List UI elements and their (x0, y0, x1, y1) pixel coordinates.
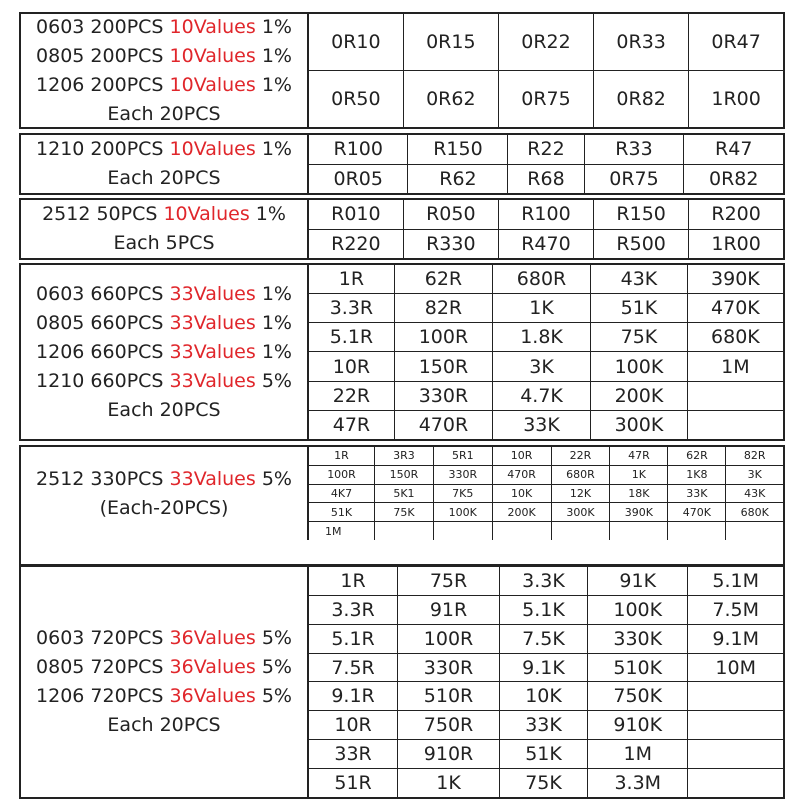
description-text: 5% (255, 467, 292, 490)
resistor-value-cell: 51K (309, 503, 375, 522)
resistor-value-cell: 47R (309, 410, 394, 439)
table-row (309, 447, 783, 465)
resistor-value-cell: 0R33 (594, 14, 689, 71)
table-row (309, 769, 783, 797)
resistor-value-cell (688, 682, 783, 711)
resistor-value-cell: 43K (591, 265, 688, 294)
table-row (309, 682, 783, 711)
resistor-value-cell: 33K (668, 484, 726, 503)
resistor-value-cell: 1K (492, 294, 590, 323)
resistor-value-cell: 0R62 (403, 71, 498, 128)
resistor-value-cell: R100 (309, 135, 408, 164)
resistor-value-cell: 43K (726, 484, 783, 503)
resistor-value-cell: R100 (498, 200, 593, 229)
resistor-value-cell: 22R (551, 447, 610, 465)
resistor-value-cell: 330R (394, 381, 492, 410)
description-text: 0603 720PCS (36, 627, 170, 649)
description-text: 1210 660PCS (36, 369, 170, 392)
resistor-value-cell: 75K (591, 323, 688, 352)
table-row (309, 323, 783, 352)
resistor-value-cell: 910R (398, 740, 500, 769)
resistor-value-cell: 5K1 (375, 484, 434, 503)
resistor-value-cell: 62R (394, 265, 492, 294)
resistor-value-cell: 3K (492, 352, 590, 381)
resistor-value-cell: 33R (309, 740, 398, 769)
resistor-value-cell: 0R15 (403, 14, 498, 71)
resistor-value-cell: 0R05 (309, 164, 408, 193)
resistor-value-cell (687, 410, 783, 439)
resistor-value-cell: R62 (408, 164, 508, 193)
resistor-value-cell: 1M (687, 352, 783, 381)
resistor-values-table (309, 447, 783, 540)
table-row (309, 14, 783, 71)
resistor-value-cell: 200K (492, 503, 551, 522)
resistor-value-cell: 300K (591, 410, 688, 439)
description-text: 1% (255, 340, 292, 363)
table-row (309, 164, 783, 193)
resistor-values-table (309, 14, 783, 127)
resistor-value-cell: 91K (588, 567, 688, 595)
description-text: Each 5PCS (113, 232, 215, 254)
resistor-value-cell: 10R (309, 352, 394, 381)
resistor-value-cell: 82R (394, 294, 492, 323)
description-text: 1% (255, 73, 292, 96)
resistor-value-cell: 1M (588, 740, 688, 769)
description-text: 5% (255, 627, 292, 649)
resistor-value-cell: 10K (499, 682, 587, 711)
resistor-value-cell: 9.1K (499, 653, 587, 682)
description-line (36, 309, 292, 338)
resistor-value-cell: 4.7K (492, 381, 590, 410)
resistor-value-cell: R220 (309, 229, 403, 258)
resistor-value-cell: 0R47 (689, 14, 783, 71)
resistor-values-table (309, 135, 783, 193)
resistor-value-cell: 51R (309, 769, 398, 797)
resistor-value-cell: 1K (398, 769, 500, 797)
resistor-value-cell: 5R1 (433, 447, 492, 465)
table-row (309, 381, 783, 410)
table-row (309, 71, 783, 128)
resistor-value-cell: R010 (309, 200, 403, 229)
resistor-value-cell: 1.8K (492, 323, 590, 352)
resistor-value-cell: 0R10 (309, 14, 403, 71)
resistor-value-cell: R330 (403, 229, 498, 258)
resistor-value-cell: 1K8 (668, 465, 726, 484)
table-row (309, 740, 783, 769)
resistor-value-cell: 5.1K (499, 595, 587, 624)
table-row (309, 595, 783, 624)
kit-2512-10values (19, 198, 785, 260)
value-count: 36Values (169, 656, 256, 678)
resistor-value-cell: 470K (668, 503, 726, 522)
resistor-value-cell: R150 (594, 200, 689, 229)
table-row (309, 624, 783, 653)
resistor-value-cell: 910K (588, 711, 688, 740)
resistor-values-table (309, 200, 783, 258)
description-text: 5% (255, 685, 292, 707)
resistor-value-cell (688, 769, 783, 797)
value-count: 33Values (169, 340, 256, 363)
description-line (107, 100, 220, 129)
resistor-value-cell: 750R (398, 711, 500, 740)
description-line (36, 465, 292, 494)
resistor-value-cell: 100R (394, 323, 492, 352)
description-text: 0603 660PCS (36, 282, 170, 305)
resistor-value-cell: 7K5 (433, 484, 492, 503)
kit-description (21, 200, 309, 258)
resistor-value-cell: 0R75 (584, 164, 684, 193)
description-line (42, 200, 286, 229)
blank-row (19, 538, 785, 566)
resistor-value-cell (688, 711, 783, 740)
resistor-value-cell: 4K7 (309, 484, 375, 503)
resistor-value-cell: 47R (610, 447, 668, 465)
description-text: 1% (255, 138, 292, 160)
table-row (309, 653, 783, 682)
resistor-value-cell: R47 (684, 135, 783, 164)
resistor-value-cell: 10K (492, 484, 551, 503)
resistor-value-cell: 91R (398, 595, 500, 624)
kit-36values-5pct (19, 565, 785, 799)
value-count: 10Values (169, 44, 256, 67)
resistor-value-cell: 9.1R (309, 682, 398, 711)
resistor-value-cell: 1R00 (689, 71, 783, 128)
resistor-value-cell: 7.5R (309, 653, 398, 682)
table-row (309, 711, 783, 740)
resistor-value-cell: 7.5K (499, 624, 587, 653)
kit-description (21, 567, 309, 797)
resistor-values-table (309, 265, 783, 439)
resistor-value-cell: 0R50 (309, 71, 403, 128)
kit-2512-33values (19, 445, 785, 540)
kit-33values-1pct (19, 263, 785, 441)
resistor-value-cell: 510R (398, 682, 500, 711)
kit-description (21, 265, 309, 439)
resistor-value-cell: R33 (584, 135, 684, 164)
resistor-value-cell (687, 381, 783, 410)
resistor-value-cell: 390K (687, 265, 783, 294)
resistor-value-cell: 750K (588, 682, 688, 711)
description-text: Each 20PCS (107, 398, 221, 421)
table-row (309, 200, 783, 229)
resistor-value-cell: 100K (591, 352, 688, 381)
table-row (309, 229, 783, 258)
description-line (36, 71, 292, 100)
description-text: 0603 200PCS (36, 15, 170, 38)
description-text: 0805 660PCS (36, 311, 170, 334)
resistor-value-cell: 150R (375, 465, 434, 484)
kit-description (21, 447, 309, 540)
resistor-value-cell: R050 (403, 200, 498, 229)
resistor-value-cell: 330R (398, 653, 500, 682)
resistor-value-cell: 10M (688, 653, 783, 682)
description-text: 5% (255, 656, 292, 678)
resistor-value-cell: 1K (610, 465, 668, 484)
description-text: 5% (255, 369, 292, 392)
resistor-value-cell: 3.3K (499, 567, 587, 595)
resistor-value-cell: 150R (394, 352, 492, 381)
resistor-value-cell: 75K (499, 769, 587, 797)
resistor-value-cell: 390K (610, 503, 668, 522)
description-line (36, 653, 292, 682)
resistor-value-cell: 330K (588, 624, 688, 653)
description-line (36, 42, 292, 71)
description-text: 1% (255, 282, 292, 305)
table-row (309, 135, 783, 164)
resistor-value-cell: 33K (499, 711, 587, 740)
resistor-value-cell: R470 (498, 229, 593, 258)
resistor-value-cell: 33K (492, 410, 590, 439)
resistor-value-cell: 12K (551, 484, 610, 503)
resistor-value-cell: 1R (309, 265, 394, 294)
resistor-value-cell: 7.5M (688, 595, 783, 624)
description-text: (Each-20PCS) (99, 496, 229, 519)
resistor-value-cell: 470K (687, 294, 783, 323)
description-line (36, 338, 292, 367)
description-text: Each 20PCS (107, 714, 221, 736)
resistor-value-cell: R22 (508, 135, 584, 164)
value-count: 10Values (169, 73, 256, 96)
resistor-value-cell: 3.3R (309, 294, 394, 323)
resistor-value-cell: 0R82 (684, 164, 783, 193)
resistor-value-cell: 10R (492, 447, 551, 465)
description-text: 1% (255, 44, 292, 67)
resistor-value-cell: 1R (309, 447, 375, 465)
resistor-value-cell: 200K (591, 381, 688, 410)
resistor-value-cell: 3.3M (588, 769, 688, 797)
table-row (309, 503, 783, 522)
value-count: 33Values (169, 467, 256, 490)
description-line (107, 396, 220, 425)
description-text: Each 20PCS (107, 102, 221, 125)
description-line (36, 624, 292, 653)
value-count: 36Values (169, 685, 256, 707)
description-text: 1% (255, 311, 292, 334)
description-line (113, 229, 214, 258)
resistor-value-cell: 1M (309, 522, 375, 540)
resistor-value-cell: 5.1R (309, 323, 394, 352)
resistor-value-cell: 680R (492, 265, 590, 294)
value-count: 10Values (169, 138, 256, 160)
description-line (36, 280, 292, 309)
resistor-value-cell: 5.1M (688, 567, 783, 595)
description-line (100, 494, 229, 523)
table-row (309, 484, 783, 503)
resistor-value-cell: 0R75 (498, 71, 593, 128)
description-text: 1206 200PCS (36, 73, 170, 96)
resistor-value-cell: 51K (499, 740, 587, 769)
resistor-value-cell (688, 740, 783, 769)
description-text: 2512 50PCS (42, 203, 164, 225)
value-count: 10Values (169, 15, 256, 38)
kit-0603-0805-1206-10values (19, 12, 785, 129)
resistor-values-table (309, 567, 783, 797)
value-count: 36Values (169, 627, 256, 649)
resistor-value-cell: 0R82 (594, 71, 689, 128)
description-text: 1206 660PCS (36, 340, 170, 363)
description-text: 0805 200PCS (36, 44, 170, 67)
table-row (309, 352, 783, 381)
description-text: 0805 720PCS (36, 656, 170, 678)
resistor-value-cell: 75K (375, 503, 434, 522)
description-line (36, 13, 292, 42)
value-count: 33Values (169, 282, 256, 305)
resistor-value-cell: 82R (726, 447, 783, 465)
resistor-value-cell: 0R22 (498, 14, 593, 71)
description-text: 1206 720PCS (36, 685, 170, 707)
resistor-value-cell: 62R (668, 447, 726, 465)
resistor-value-cell: 510K (588, 653, 688, 682)
description-text: Each 20PCS (107, 167, 221, 189)
kit-description (21, 135, 309, 193)
resistor-value-cell: 9.1M (688, 624, 783, 653)
kit-description (21, 14, 309, 127)
resistor-value-cell: 680K (687, 323, 783, 352)
resistor-value-cell: 18K (610, 484, 668, 503)
table-row (309, 294, 783, 323)
resistor-value-cell: 10R (309, 711, 398, 740)
description-line (36, 367, 292, 396)
resistor-value-cell: 3K (726, 465, 783, 484)
description-line (107, 711, 220, 740)
description-text: 1% (255, 15, 292, 38)
table-row (309, 465, 783, 484)
resistor-value-cell: 3.3R (309, 595, 398, 624)
resistor-value-cell: 1R00 (689, 229, 783, 258)
resistor-value-cell: 22R (309, 381, 394, 410)
resistor-value-cell: 5.1R (309, 624, 398, 653)
value-count: 33Values (169, 369, 256, 392)
resistor-value-cell: R200 (689, 200, 783, 229)
description-text: 1% (249, 203, 286, 225)
description-line (36, 135, 292, 164)
kit-1210-10values (19, 133, 785, 195)
value-count: 33Values (169, 311, 256, 334)
resistor-value-cell: 51K (591, 294, 688, 323)
table-row (309, 265, 783, 294)
table-row (309, 567, 783, 595)
resistor-value-cell: 100K (433, 503, 492, 522)
resistor-value-cell: 100R (309, 465, 375, 484)
resistor-value-cell: 75R (398, 567, 500, 595)
resistor-value-cell: 100K (588, 595, 688, 624)
resistor-value-cell: 300K (551, 503, 610, 522)
resistor-value-cell: 3R3 (375, 447, 434, 465)
description-line (36, 682, 292, 711)
resistor-value-cell: 680K (726, 503, 783, 522)
resistor-value-cell: 470R (492, 465, 551, 484)
resistor-value-cell: 330R (433, 465, 492, 484)
table-row (309, 410, 783, 439)
description-text: 2512 330PCS (36, 467, 170, 490)
resistor-value-cell: 680R (551, 465, 610, 484)
resistor-value-cell: 1R (309, 567, 398, 595)
resistor-value-cell: R150 (408, 135, 508, 164)
resistor-value-cell: R68 (508, 164, 584, 193)
value-count: 10Values (163, 203, 250, 225)
resistor-value-cell: 100R (398, 624, 500, 653)
resistor-value-cell: 470R (394, 410, 492, 439)
description-line (107, 164, 220, 193)
resistor-value-cell: R500 (594, 229, 689, 258)
description-text: 1210 200PCS (36, 138, 170, 160)
